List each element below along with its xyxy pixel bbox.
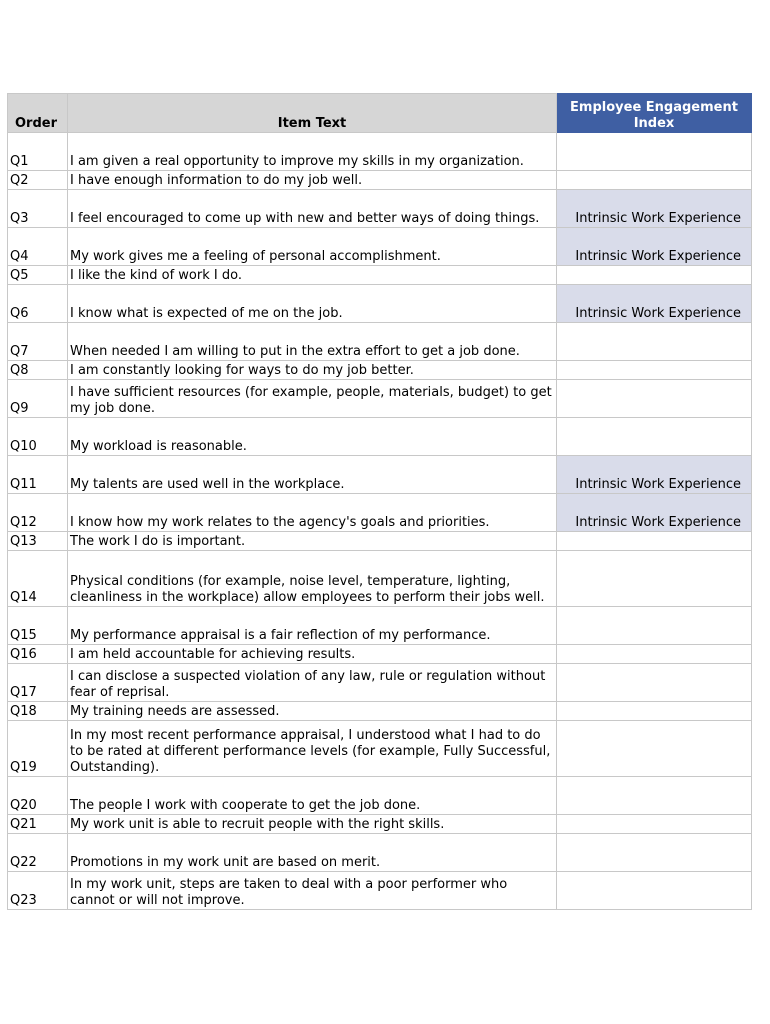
item-text-cell: My workload is reasonable. <box>68 418 557 456</box>
order-cell: Q12 <box>8 494 68 532</box>
index-cell: Intrinsic Work Experience <box>557 456 752 494</box>
index-cell <box>557 418 752 456</box>
item-text-cell: When needed I am willing to put in the extra effort to get a job done. <box>68 323 557 361</box>
table-row <box>8 285 752 323</box>
order-cell: Q8 <box>8 361 68 380</box>
index-cell <box>557 266 752 285</box>
index-cell: Intrinsic Work Experience <box>557 190 752 228</box>
item-text-column-header: Item Text <box>68 94 557 133</box>
item-text-cell: The work I do is important. <box>68 532 557 551</box>
index-cell <box>557 551 752 607</box>
item-text-cell: I am given a real opportunity to improve my skills in my organization. <box>68 133 557 171</box>
order-cell: Q16 <box>8 645 68 664</box>
item-text-cell: I am constantly looking for ways to do my job better. <box>68 361 557 380</box>
index-cell: Intrinsic Work Experience <box>557 228 752 266</box>
order-cell: Q11 <box>8 456 68 494</box>
survey-items-table <box>7 93 752 910</box>
item-text-cell: My training needs are assessed. <box>68 702 557 721</box>
table-row <box>8 456 752 494</box>
table-row <box>8 418 752 456</box>
item-text-cell: I have enough information to do my job well. <box>68 171 557 190</box>
table-row <box>8 721 752 777</box>
order-cell: Q9 <box>8 380 68 418</box>
table-row <box>8 872 752 910</box>
order-cell: Q21 <box>8 815 68 834</box>
table-body <box>8 133 752 910</box>
table-row <box>8 133 752 171</box>
order-cell: Q1 <box>8 133 68 171</box>
table-row <box>8 380 752 418</box>
item-text-cell: In my most recent performance appraisal, I understood what I had to do to be rated at different performance levels (for example, Fully Successful, Outstanding). <box>68 721 557 777</box>
table-row <box>8 323 752 361</box>
item-text-cell: I know how my work relates to the agency's goals and priorities. <box>68 494 557 532</box>
table-row <box>8 266 752 285</box>
index-cell <box>557 323 752 361</box>
order-cell: Q22 <box>8 834 68 872</box>
order-cell: Q3 <box>8 190 68 228</box>
order-column-header: Order <box>8 94 68 133</box>
order-cell: Q14 <box>8 551 68 607</box>
index-cell <box>557 872 752 910</box>
order-cell: Q15 <box>8 607 68 645</box>
index-cell <box>557 777 752 815</box>
table-row <box>8 551 752 607</box>
engagement-index-column-header: Employee Engagement Index <box>557 94 752 133</box>
item-text-cell: In my work unit, steps are taken to deal with a poor performer who cannot or will not improve. <box>68 872 557 910</box>
item-text-cell: I am held accountable for achieving results. <box>68 645 557 664</box>
order-cell: Q18 <box>8 702 68 721</box>
table-row <box>8 607 752 645</box>
order-cell: Q20 <box>8 777 68 815</box>
order-cell: Q10 <box>8 418 68 456</box>
table-row <box>8 494 752 532</box>
order-cell: Q7 <box>8 323 68 361</box>
table-row <box>8 532 752 551</box>
order-cell: Q6 <box>8 285 68 323</box>
index-cell <box>557 721 752 777</box>
table-row <box>8 190 752 228</box>
table-row <box>8 645 752 664</box>
item-text-cell: The people I work with cooperate to get the job done. <box>68 777 557 815</box>
order-cell: Q13 <box>8 532 68 551</box>
order-cell: Q17 <box>8 664 68 702</box>
item-text-cell: Promotions in my work unit are based on merit. <box>68 834 557 872</box>
order-cell: Q5 <box>8 266 68 285</box>
order-cell: Q19 <box>8 721 68 777</box>
index-cell: Intrinsic Work Experience <box>557 494 752 532</box>
item-text-cell: I have sufficient resources (for example, people, materials, budget) to get my job done. <box>68 380 557 418</box>
table-row <box>8 702 752 721</box>
index-cell <box>557 815 752 834</box>
index-cell <box>557 361 752 380</box>
item-text-cell: My work unit is able to recruit people with the right skills. <box>68 815 557 834</box>
table-row <box>8 361 752 380</box>
index-cell: Intrinsic Work Experience <box>557 285 752 323</box>
index-cell <box>557 645 752 664</box>
order-cell: Q2 <box>8 171 68 190</box>
table-row <box>8 777 752 815</box>
item-text-cell: I can disclose a suspected violation of any law, rule or regulation without fear of reprisal. <box>68 664 557 702</box>
index-cell <box>557 532 752 551</box>
item-text-cell: My talents are used well in the workplace. <box>68 456 557 494</box>
item-text-cell: My work gives me a feeling of personal accomplishment. <box>68 228 557 266</box>
index-cell <box>557 133 752 171</box>
item-text-cell: I like the kind of work I do. <box>68 266 557 285</box>
index-cell <box>557 171 752 190</box>
item-text-cell: My performance appraisal is a fair reflection of my performance. <box>68 607 557 645</box>
header-row <box>8 94 752 133</box>
item-text-cell: Physical conditions (for example, noise level, temperature, lighting, cleanliness in the workplace) allow employees to perform their jobs well. <box>68 551 557 607</box>
table-row <box>8 228 752 266</box>
index-cell <box>557 607 752 645</box>
table-row <box>8 834 752 872</box>
table-row <box>8 664 752 702</box>
item-text-cell: I know what is expected of me on the job. <box>68 285 557 323</box>
index-cell <box>557 664 752 702</box>
index-cell <box>557 834 752 872</box>
index-cell <box>557 380 752 418</box>
item-text-cell: I feel encouraged to come up with new and better ways of doing things. <box>68 190 557 228</box>
table-row <box>8 171 752 190</box>
order-cell: Q23 <box>8 872 68 910</box>
table-row <box>8 815 752 834</box>
order-cell: Q4 <box>8 228 68 266</box>
index-cell <box>557 702 752 721</box>
